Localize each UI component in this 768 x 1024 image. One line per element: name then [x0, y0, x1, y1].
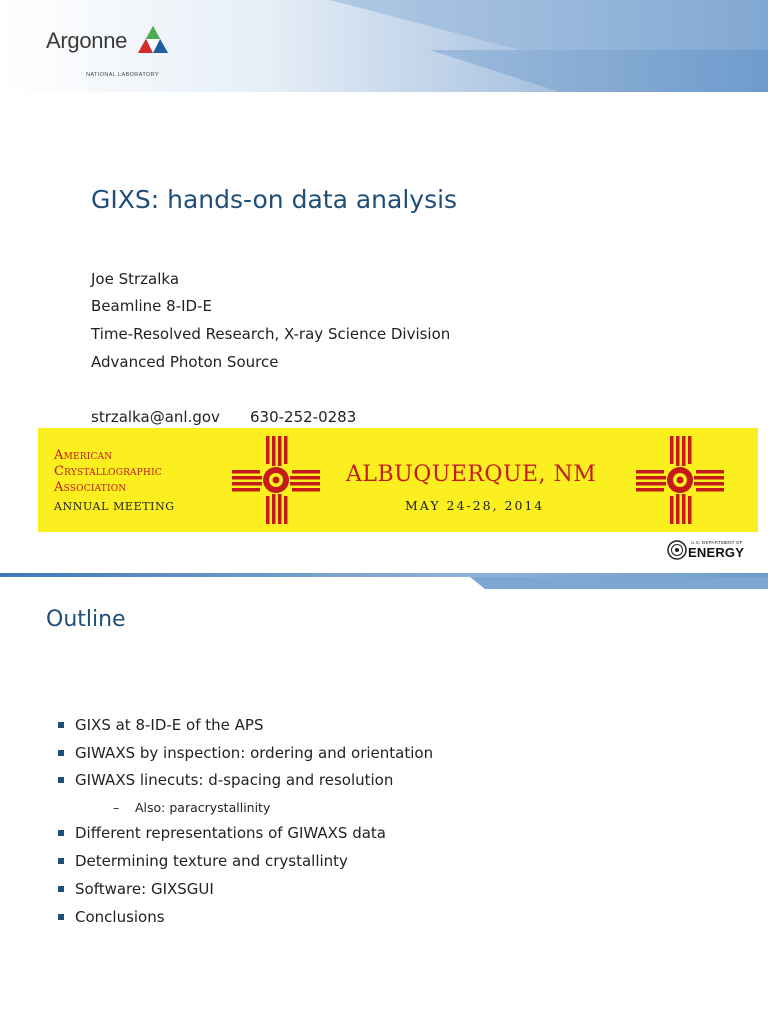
argonne-triangle-icon [138, 26, 168, 54]
doe-energy-word: ENERGY [688, 545, 745, 560]
author-phone: 630-252-0283 [250, 408, 357, 426]
doe-seal-icon [667, 540, 687, 560]
slide-title: GIXS: hands-on data analysis [91, 185, 458, 214]
author-beamline: Beamline 8-ID-E [91, 297, 212, 315]
aca-banner [38, 428, 758, 532]
bullet-square-icon [58, 750, 64, 756]
bullet-square-icon [58, 914, 64, 920]
outline-header-band [0, 573, 768, 589]
author-email[interactable]: strzalka@anl.gov [91, 408, 220, 426]
bullet-square-icon [58, 886, 64, 892]
logo-wordmark: Argonne [46, 28, 128, 53]
aca-line-3: Association [54, 480, 127, 495]
bullet-square-icon [58, 777, 64, 783]
bullet-square-icon [58, 722, 64, 728]
outline-slide: Outline GIXS at 8-ID-E of the APS GIWAXS by inspection: ordering and orientation GIWAXS linecuts: d-spacing and resolution – Also: paracrystallinity Different representations of GIWAXS data Determining texture and crystallinty Software: GIXSGUI Conclusions [0, 573, 768, 1024]
aca-line-1: American [54, 448, 113, 463]
bullet-square-icon [58, 858, 64, 864]
aca-meeting-label: ANNUAL MEETING [54, 500, 175, 513]
doe-small-text: U.S. DEPARTMENT OF [691, 540, 743, 545]
author-group: Time-Resolved Research, X-ray Science Division [91, 325, 451, 343]
city-label: ALBUQUERQUE, NM [346, 462, 597, 487]
dates-label: MAY 24-28, 2014 [405, 498, 545, 513]
logo-subtitle: NATIONAL LABORATORY [86, 72, 160, 78]
outline-title: Outline [46, 607, 126, 632]
zia-sun-icon-right [634, 434, 726, 526]
aca-line-2: Crystallographic [54, 464, 162, 479]
author-facility: Advanced Photon Source [91, 353, 279, 371]
author-name: Joe Strzalka [91, 270, 180, 288]
sub-bullet-dash: – [113, 800, 120, 815]
argonne-logo [46, 28, 160, 78]
bullet-square-icon [58, 830, 64, 836]
aca-organization [54, 448, 162, 496]
zia-sun-icon-left [230, 434, 322, 526]
